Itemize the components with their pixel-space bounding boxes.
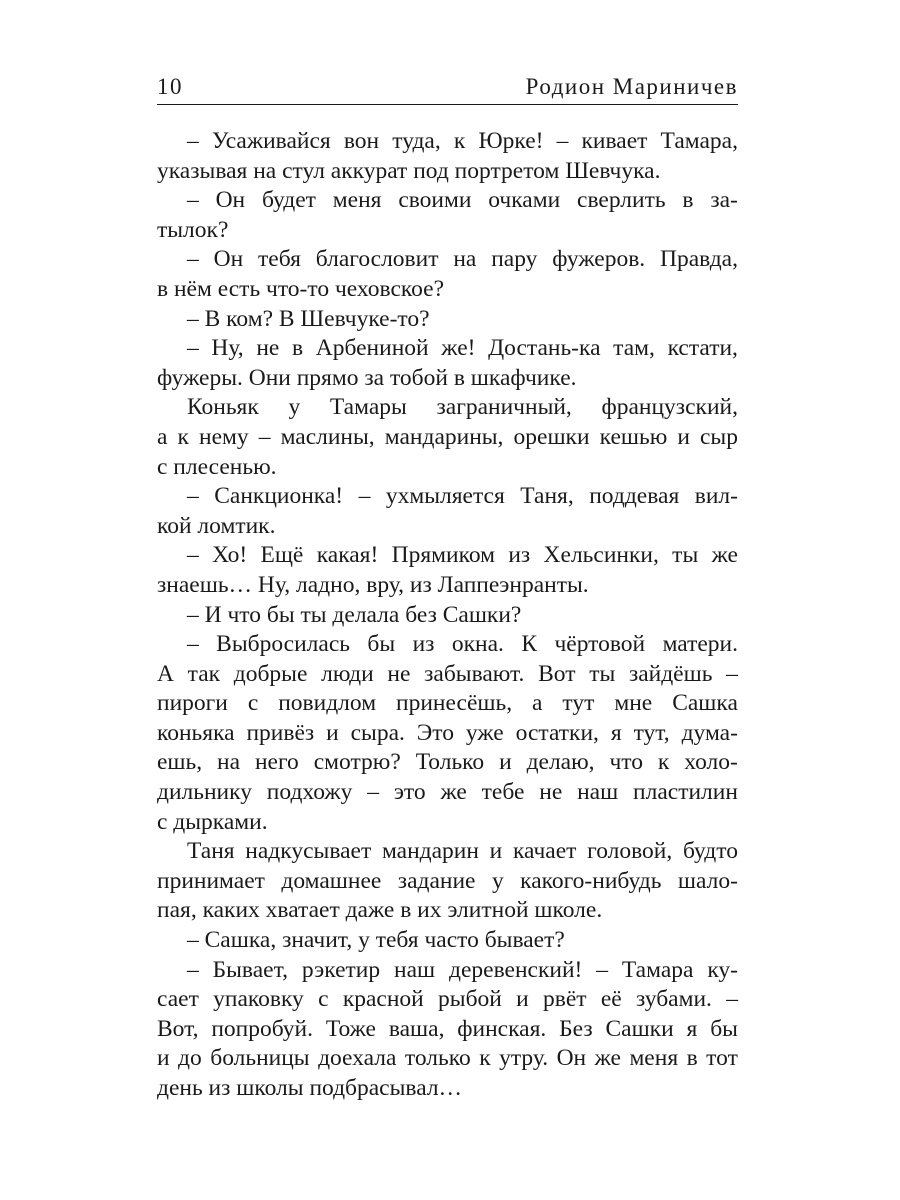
text-line: сает упаковку с красной рыбой и рвёт её зубами. – bbox=[157, 986, 738, 1013]
text-line: и до больницы доехала только к утру. Он же меня в тот bbox=[157, 1045, 738, 1072]
text-line: – Бывает, рэкетир наш деревенский! – Тамара ку- bbox=[187, 956, 738, 983]
text-line: дильнику подхожу – это же тебе не наш пластилин bbox=[157, 779, 738, 806]
running-head bbox=[157, 60, 738, 100]
text-line: Вот, попробуй. Тоже ваша, финская. Без Сашки я бы bbox=[157, 1015, 738, 1042]
text-line: А так добрые люди не забывают. Вот ты зайдёшь – bbox=[157, 660, 738, 687]
text-line: – Ну, не в Арбениной же! Достань-ка там, кстати, bbox=[187, 335, 738, 362]
text-line: с плесенью. bbox=[157, 453, 277, 480]
text-line: указывая на стул аккурат под портретом Шевчука. bbox=[157, 157, 661, 184]
text-line: – Он тебя благословит на пару фужеров. Правда, bbox=[187, 246, 738, 273]
text-line: а к нему – маслины, мандарины, орешки кешью и сыр bbox=[157, 423, 738, 450]
text-line: знаешь… Ну, ладно, вру, из Лаппеэнранты. bbox=[157, 571, 589, 598]
author-name: Родион Мариничев bbox=[525, 74, 738, 99]
body-text bbox=[157, 127, 738, 1104]
text-line: – В ком? В Шевчуке-то? bbox=[187, 305, 430, 332]
text-line: принимает домашнее задание у какого-нибудь шало- bbox=[157, 867, 738, 894]
text-line: – Выбросилась бы из окна. К чёртовой матери. bbox=[187, 631, 738, 658]
text-line: пироги с повидлом принесёшь, а тут мне Сашка bbox=[157, 690, 738, 717]
text-line: фужеры. Они прямо за тобой в шкафчике. bbox=[157, 364, 577, 391]
text-line: коньяка привёз и сыра. Это уже остатки, я тут, дума- bbox=[157, 719, 738, 746]
text-line: ешь, на него смотрю? Только и делаю, что к холо- bbox=[157, 749, 738, 776]
text-line: Коньяк у Тамары заграничный, французский, bbox=[187, 394, 738, 421]
header-rule bbox=[157, 104, 738, 105]
text-line: день из школы подбрасывал… bbox=[157, 1075, 463, 1101]
text-line: пая, каких хватает даже в их элитной школе. bbox=[157, 897, 603, 924]
text-line: Таня надкусывает мандарин и качает головой, будто bbox=[187, 838, 738, 865]
text-line: – Санкционка! – ухмыляется Таня, поддевая вил- bbox=[187, 483, 738, 510]
text-line: – Сашка, значит, у тебя часто бывает? bbox=[187, 927, 565, 954]
page-number: 10 bbox=[157, 74, 183, 99]
text-line: с дырками. bbox=[157, 808, 268, 835]
text-line: тылок? bbox=[157, 216, 229, 243]
text-line: – Хо! Ещё какая! Прямиком из Хельсинки, ты же bbox=[187, 542, 738, 569]
book-page bbox=[157, 60, 738, 1104]
text-line: – Он будет меня своими очками сверлить в за- bbox=[187, 187, 738, 214]
text-line: кой ломтик. bbox=[157, 512, 276, 539]
text-line: в нём есть что-то чеховское? bbox=[157, 275, 445, 302]
text-line: – Усаживайся вон туда, к Юрке! – кивает Тамара, bbox=[187, 128, 738, 154]
text-line: – И что бы ты делала без Сашки? bbox=[187, 601, 522, 628]
